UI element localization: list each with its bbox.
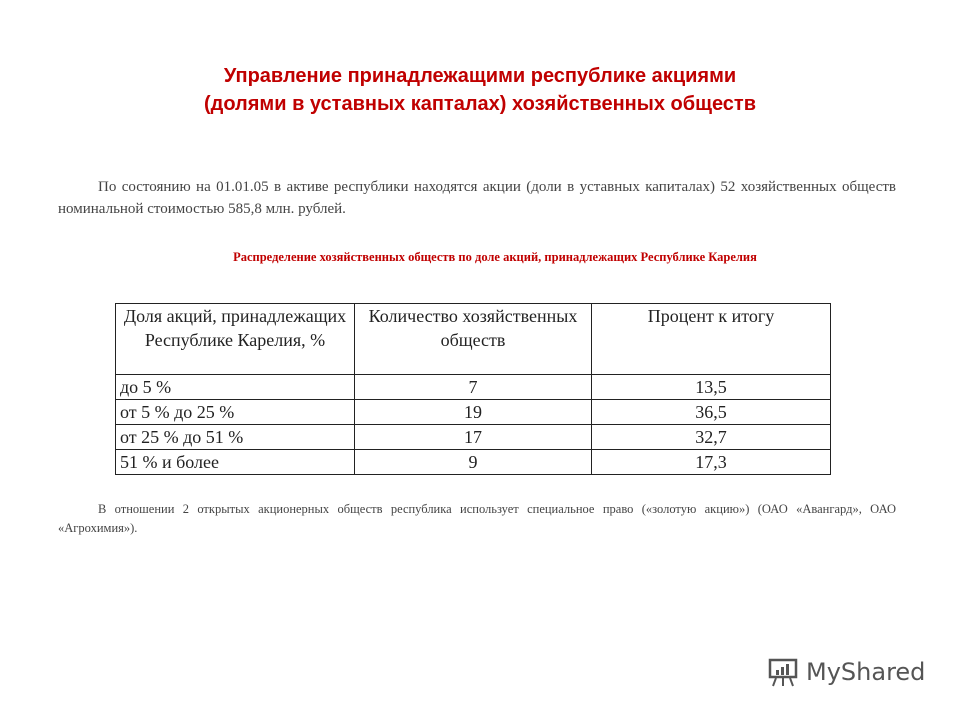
header-count: Количество хозяйственных обществ	[355, 304, 592, 375]
myshared-logo	[766, 656, 925, 688]
table-title: Распределение хозяйственных обществ по доле акций, принадлежащих Республике Карелия	[233, 250, 757, 264]
distribution-table	[115, 303, 831, 475]
note-paragraph: В отношении 2 открытых акционерных обществ республика использует специальное право («золотую акцию») (ОАО «Авангард», ОАО «Агрохимия»).	[58, 502, 896, 535]
title-line-2: (долями в уставных капталах) хозяйственных обществ	[203, 93, 757, 115]
watermark-text: MyShared	[806, 658, 926, 686]
cell-percent: 13,5	[592, 375, 831, 400]
cell-percent: 32,7	[592, 425, 831, 450]
title-line-1: Управление принадлежащими республике акциями	[223, 65, 737, 87]
presentation-board-icon	[766, 656, 800, 688]
cell-share: от 5 % до 25 %	[116, 400, 355, 425]
table-row	[116, 400, 831, 425]
header-share: Доля акций, принадлежащих Республике Карелия, %	[116, 304, 355, 375]
table-row	[116, 425, 831, 450]
cell-count: 9	[355, 450, 592, 475]
cell-share: 51 % и более	[116, 450, 355, 475]
cell-count: 7	[355, 375, 592, 400]
cell-percent: 17,3	[592, 450, 831, 475]
table-row	[116, 450, 831, 475]
cell-count: 17	[355, 425, 592, 450]
slide-title	[0, 62, 960, 118]
cell-share: от 25 % до 51 %	[116, 425, 355, 450]
table-header-row	[116, 304, 831, 375]
cell-count: 19	[355, 400, 592, 425]
intro-paragraph: По состоянию на 01.01.05 в активе республики находятся акции (доли в уставных капиталах) 52 хозяйственных обществ номинальной стоимостью 585,8 млн. рублей.	[58, 179, 896, 217]
table-row	[116, 375, 831, 400]
cell-percent: 36,5	[592, 400, 831, 425]
header-percent: Процент к итогу	[592, 304, 831, 375]
cell-share: до 5 %	[116, 375, 355, 400]
